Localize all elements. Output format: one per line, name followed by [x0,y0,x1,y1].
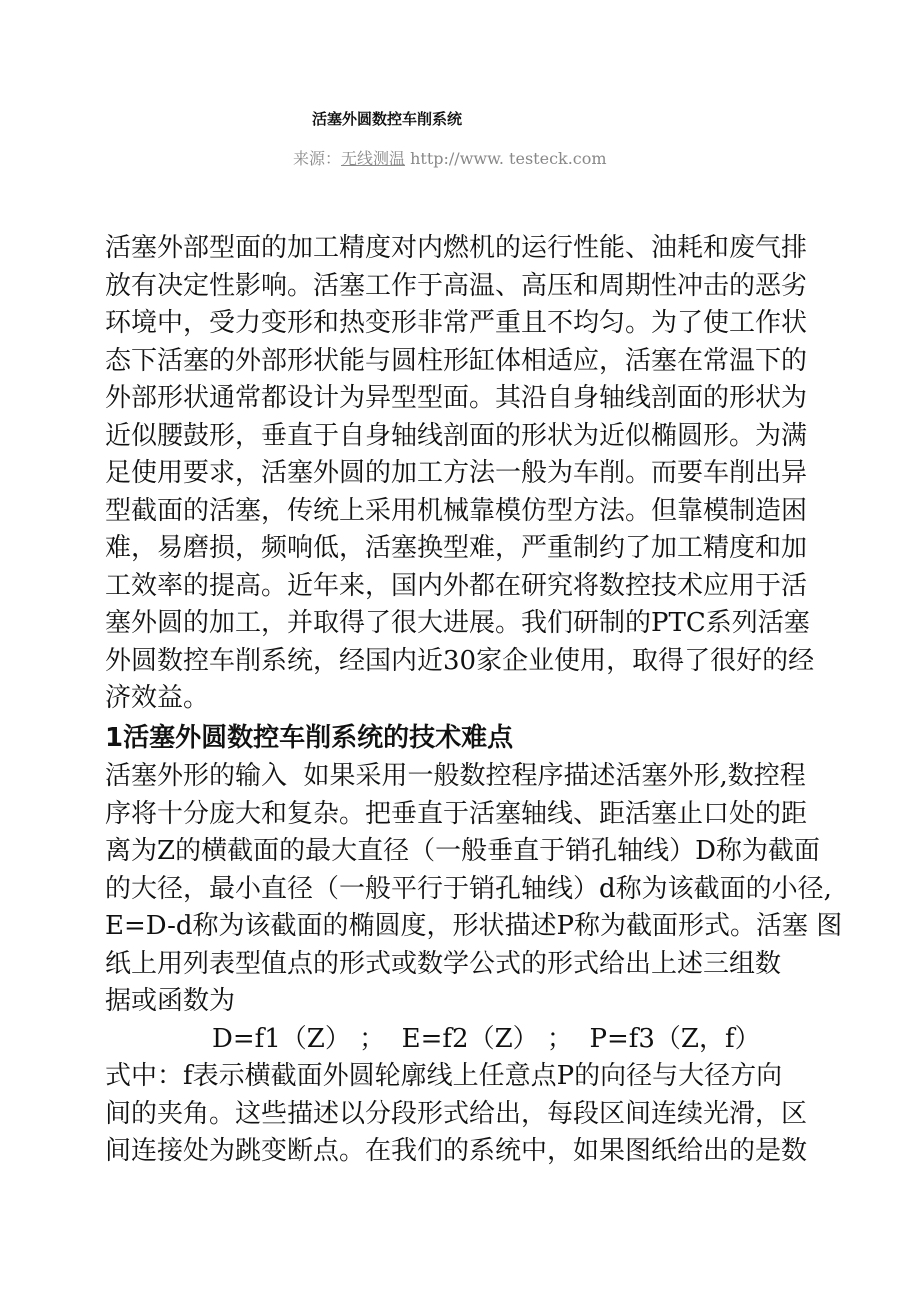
paragraph-line: 据或函数为 [105,986,236,1016]
paragraph-line: 外部形状通常都设计为异型型面。其沿自身轴线剖面的形状为 [105,383,808,413]
paragraph-line: 放有决定性影响。活塞工作于高温、高压和周期性冲击的恶劣 [105,271,808,301]
paragraph-line: 难，易磨损，频响低，活塞换型难，严重制约了加工精度和加 [105,533,808,563]
paragraph-line: 离为Z的横截面的最大直径（一般垂直于销孔轴线）D称为截面 [105,836,820,866]
paragraph-line: E=D-d称为该截面的椭圆度，形状描述P称为截面形式。活塞 图 [105,911,843,941]
paragraph-line: 济效益。 [105,683,210,713]
source-url: http://www. testeck.com [405,149,607,168]
formula-line: D=f1（Z） ； E=f2（Z） ； P=f3（Z，f） [212,1024,761,1054]
source-label: 来源： [293,149,342,168]
paragraph-line: 环境中，受力变形和热变形非常严重且不均匀。为了使工作状 [105,308,808,338]
paragraph-line: 活塞外形的输入 如果采用一般数控程序描述活塞外形,数控程 [105,761,806,791]
paragraph-line: 纸上用列表型值点的形式或数学公式的形式给出上述三组数 [105,949,782,979]
paragraph-line: 型截面的活塞，传统上采用机械靠模仿型方法。但靠模制造困 [105,496,808,526]
paragraph-line: 的大径，最小直径（一般平行于销孔轴线）d称为该截面的小径, [105,874,832,904]
paragraph-line: 序将十分庞大和复杂。把垂直于活塞轴线、距活塞止口处的距 [105,799,808,829]
paragraph-line: 塞外圆的加工，并取得了很大进展。我们研制的PTC系列活塞 [105,608,810,638]
paragraph-line: 足使用要求，活塞外圆的加工方法一般为车削。而要车削出异 [105,458,808,488]
paragraph-line: 活塞外部型面的加工精度对内燃机的运行性能、油耗和废气排 [105,233,808,263]
paragraph-line: 态下活塞的外部形状能与圆柱形缸体相适应，活塞在常温下的 [105,346,808,376]
paragraph-line: 近似腰鼓形，垂直于自身轴线剖面的形状为近似椭圆形。为满 [105,421,808,451]
paragraph-line: 工效率的提高。近年来，国内外都在研究将数控技术应用于活 [105,571,808,601]
paragraph-line: 式中：f表示横截面外圆轮廓线上任意点P的向径与大径方向 [105,1061,783,1091]
paragraph-line: 间的夹角。这些描述以分段形式给出，每段区间连续光滑，区 [105,1099,808,1129]
paragraph-line: 间连接处为跳变断点。在我们的系统中，如果图纸给出的是数 [105,1136,808,1166]
source-line [293,146,607,169]
source-link[interactable]: 无线测温 [341,149,406,168]
section-heading: 1活塞外圆数控车削系统的技术难点 [105,723,514,753]
document-title: 活塞外圆数控车削系统 [312,110,463,128]
paragraph-line: 外圆数控车削系统，经国内近30家企业使用，取得了很好的经 [105,646,815,676]
